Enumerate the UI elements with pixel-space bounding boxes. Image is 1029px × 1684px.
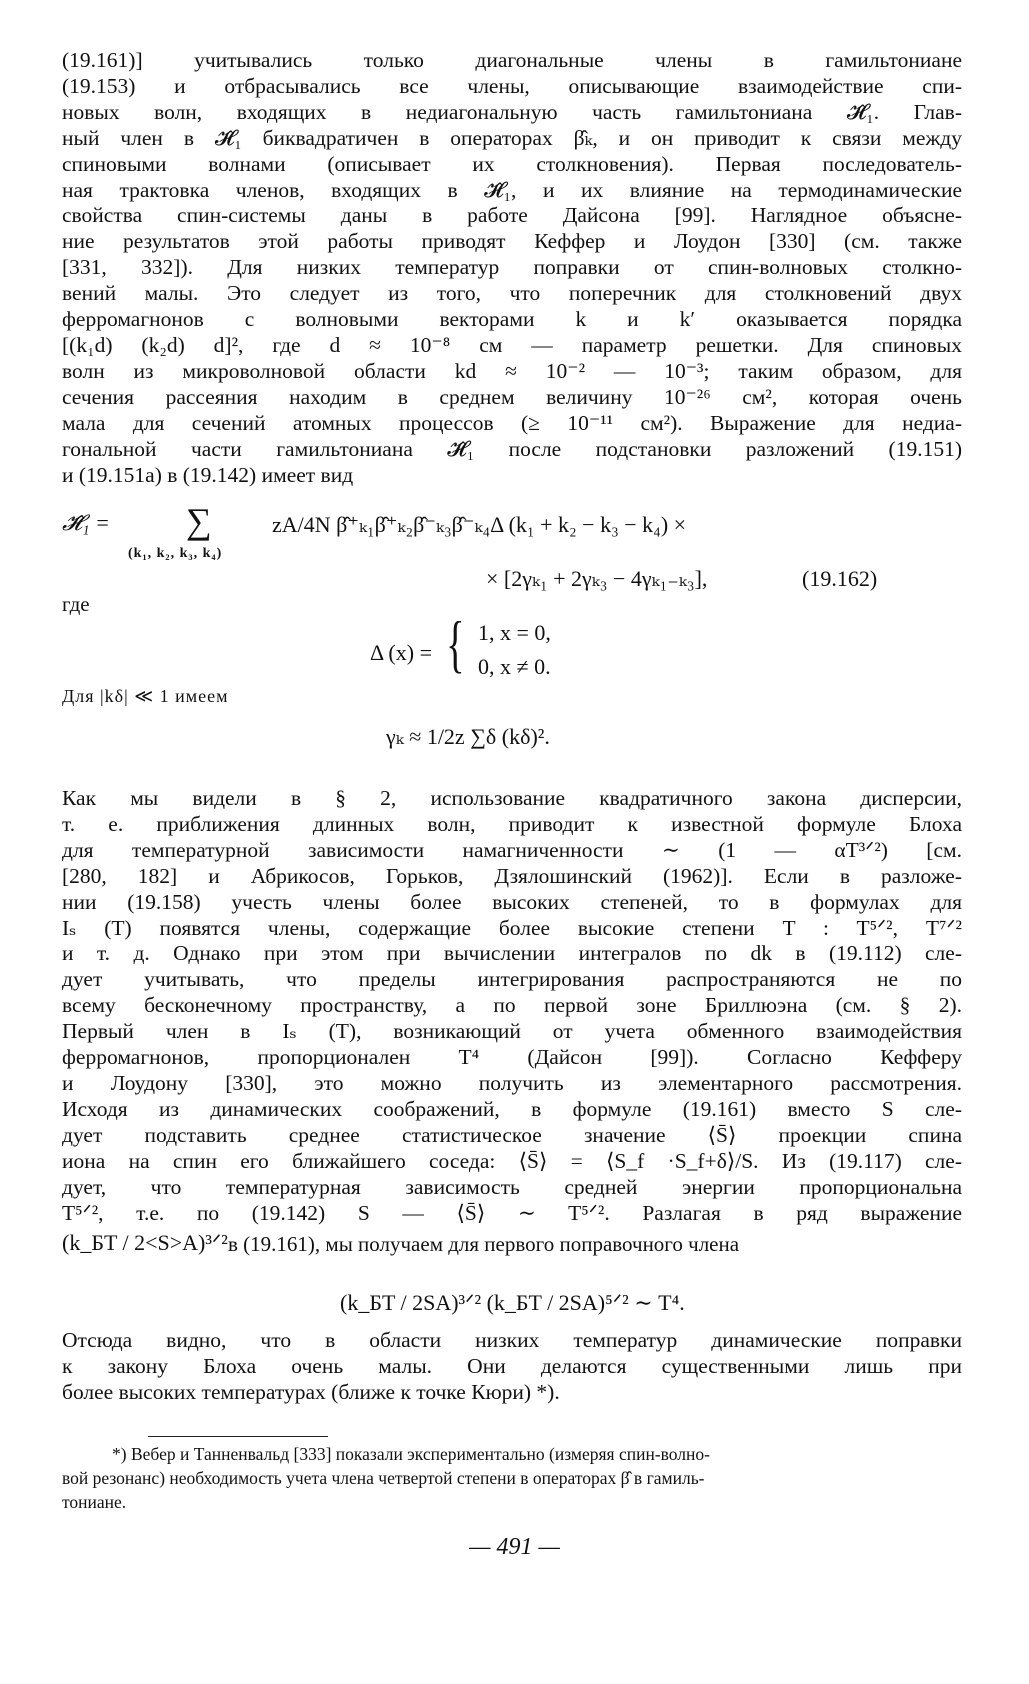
text-line: Iₛ (T) появятся члены, содержащие более высокие степени T : T⁵ᐟ², T⁷ᐟ² [62, 915, 962, 940]
text-line: новых волн, входящих в недиагональную часть гамильтониана 𝓗̂₁. Глав- [62, 99, 962, 124]
text-line: свойства спин-системы даны в работе Дайсона [99]. Наглядное объясне- [62, 203, 962, 228]
text-line: Отсюда видно, что в области низких температур динамические поправки [62, 1328, 962, 1352]
text-line: гональной части гамильтониана 𝓗̂₁ после подстановки разложений (19.151) [62, 436, 962, 461]
footnote-divider [148, 1436, 328, 1437]
text-line: Исходя из динамических соображений, в формуле (19.161) вместо S сле- [62, 1096, 962, 1121]
text-line: ферромагнонов, пропорционален T⁴ (Дайсон [99]). Согласно Кефферу [62, 1045, 962, 1070]
footnote-line: тониане. [62, 1492, 127, 1512]
text-line: [280, 182] и Абрикосов, Горьков, Дзялошинский (1962)]. Если в разложе- [62, 863, 962, 888]
text-line: ферромагнонов с волновыми векторами k и k′ оказывается порядка [62, 307, 962, 332]
text-line: ная трактовка членов, входящих в 𝓗̂₁, и их влияние на термодинамические [62, 177, 962, 202]
text-line: [(k₁d) (k₂d) d]², где d ≈ 10⁻⁸ см — параметр решетки. Для спиновых [62, 332, 962, 357]
paragraph-bloch-law [62, 786, 962, 1226]
where-word: где [62, 592, 90, 616]
delta-case-2: 0, x ≠ 0. [478, 654, 551, 679]
sum-symbol: ∑ [186, 501, 212, 541]
text-line: (19.153) и отбрасывались все члены, описывающие взаимодействие спи- [62, 73, 962, 98]
equation-gamma: γₖ ≈ 1/2z ∑δ (kδ)². [386, 724, 550, 749]
text-line: иона на спин его ближайшего соседа: ⟨S̄⟩ = ⟨S_f ·S_f+δ⟩/S. Из (19.117) сле- [62, 1148, 962, 1173]
footnote [62, 1442, 962, 1514]
text-line: к закону Блоха очень малы. Они делаются существенными лишь при [62, 1353, 962, 1378]
expansion-text: в (19.161), мы получаем для первого поправочного члена [228, 1232, 740, 1256]
text-line: более высоких температурах (ближе к точке Кюри) *). [62, 1379, 560, 1404]
text-line: для температурной зависимости намагниченности ∼ (1 — αT³ᐟ²) [см. [62, 837, 962, 862]
equation-body-line-2: × [2γₖ₁ + 2γₖ₃ − 4γₖ₁₋ₖ₃], [486, 566, 708, 591]
footnote-line: вой резонанс) необходимость учета члена четвертой степени в операторах β̂ в гамиль- [62, 1468, 705, 1488]
text-line: нии (19.158) учесть члены более высоких степеней, то в формулах для [62, 889, 962, 914]
sum-subscript: (k₁, k₂, k₃, k₄) [128, 546, 223, 561]
text-line: Первый член в Iₛ (T), возникающий от учета обменного взаимодействия [62, 1019, 962, 1044]
text-line: дует подставить среднее статистическое значение ⟨S̄⟩ проекции спина [62, 1122, 962, 1147]
expansion-fraction: (k_БT / 2<S>A)³ᐟ² [62, 1230, 228, 1255]
delta-case-1: 1, x = 0, [478, 620, 551, 645]
text-line: [331, 332]). Для низких температур поправки от спин-волновых столкно- [62, 255, 962, 280]
curly-brace: { [446, 608, 465, 679]
text-line: ние результатов этой работы приводят Кеффер и Лоудон [330] (см. также [62, 229, 962, 254]
text-line: и Лоудону [330], это можно получить из элементарного рассмотрения. [62, 1070, 962, 1095]
text-line: Как мы видели в § 2, использование квадратичного закона дисперсии, [62, 786, 962, 810]
text-line: сечения рассеяния находим в среднем величину 10⁻²⁶ см², которая очень [62, 384, 962, 409]
paragraph-dyson-collisions [62, 48, 962, 488]
equation-number: (19.162) [802, 566, 878, 591]
text-line: вений малы. Это следует из того, что поперечник для столкновений двух [62, 281, 962, 306]
text-line: спиновыми волнами (описывает их столкновения). Первая последователь- [62, 151, 962, 176]
equation-correction: (k_БT / 2SA)³ᐟ² (k_БT / 2SA)⁵ᐟ² ∼ T⁴. [340, 1290, 685, 1315]
condition-text: Для |kδ| ≪ 1 имеем [62, 686, 229, 706]
text-line: и т. д. Однако при этом при вычислении интегралов по dk в (19.112) сле- [62, 941, 962, 966]
equation-body-line-1: zA/4N β̂⁺ₖ₁β̂⁺ₖ₂β̂⁻ₖ₃β̂⁻ₖ₄Δ (k₁ + k₂ − k₃ − k₄) × [272, 512, 687, 537]
text-line: дует, что температурная зависимость средней энергии пропорциональна [62, 1174, 962, 1199]
equation-lhs: 𝓗̂₁ = [62, 510, 110, 535]
text-line: волн из микроволновой области kd ≈ 10⁻² — 10⁻³; таким образом, для [62, 358, 962, 383]
page-number: — 491 — [469, 1534, 560, 1560]
text-line: T⁵ᐟ², т.е. по (19.142) S — ⟨S̄⟩ ∼ T⁵ᐟ². Разлагая в ряд выражение [62, 1200, 962, 1225]
text-line: (19.161)] учитывались только диагональные члены в гамильтониане [62, 48, 962, 72]
text-line: ный член в 𝓗̂₁ биквадратичен в операторах β̂ₖ, и он приводит к связи между [62, 125, 962, 150]
paragraph-conclusion [62, 1328, 962, 1406]
text-line: т. е. приближения длинных волн, приводит к известной формуле Блоха [62, 811, 962, 836]
text-line: и (19.151а) в (19.142) имеет вид [62, 462, 354, 487]
text-line: мала для сечений атомных процессов (≥ 10⁻¹¹ см²). Выражение для недиа- [62, 410, 962, 435]
delta-lhs: Δ (x) = [370, 640, 432, 665]
footnote-line: *) Вебер и Танненвальд [333] показали экспериментально (измеряя спин-волно- [112, 1444, 710, 1464]
text-line: дует учитывать, что пределы интегрирования распространяются не по [62, 967, 962, 992]
text-line: всему бесконечному пространству, а по первой зоне Бриллюэна (см. § 2). [62, 993, 962, 1018]
